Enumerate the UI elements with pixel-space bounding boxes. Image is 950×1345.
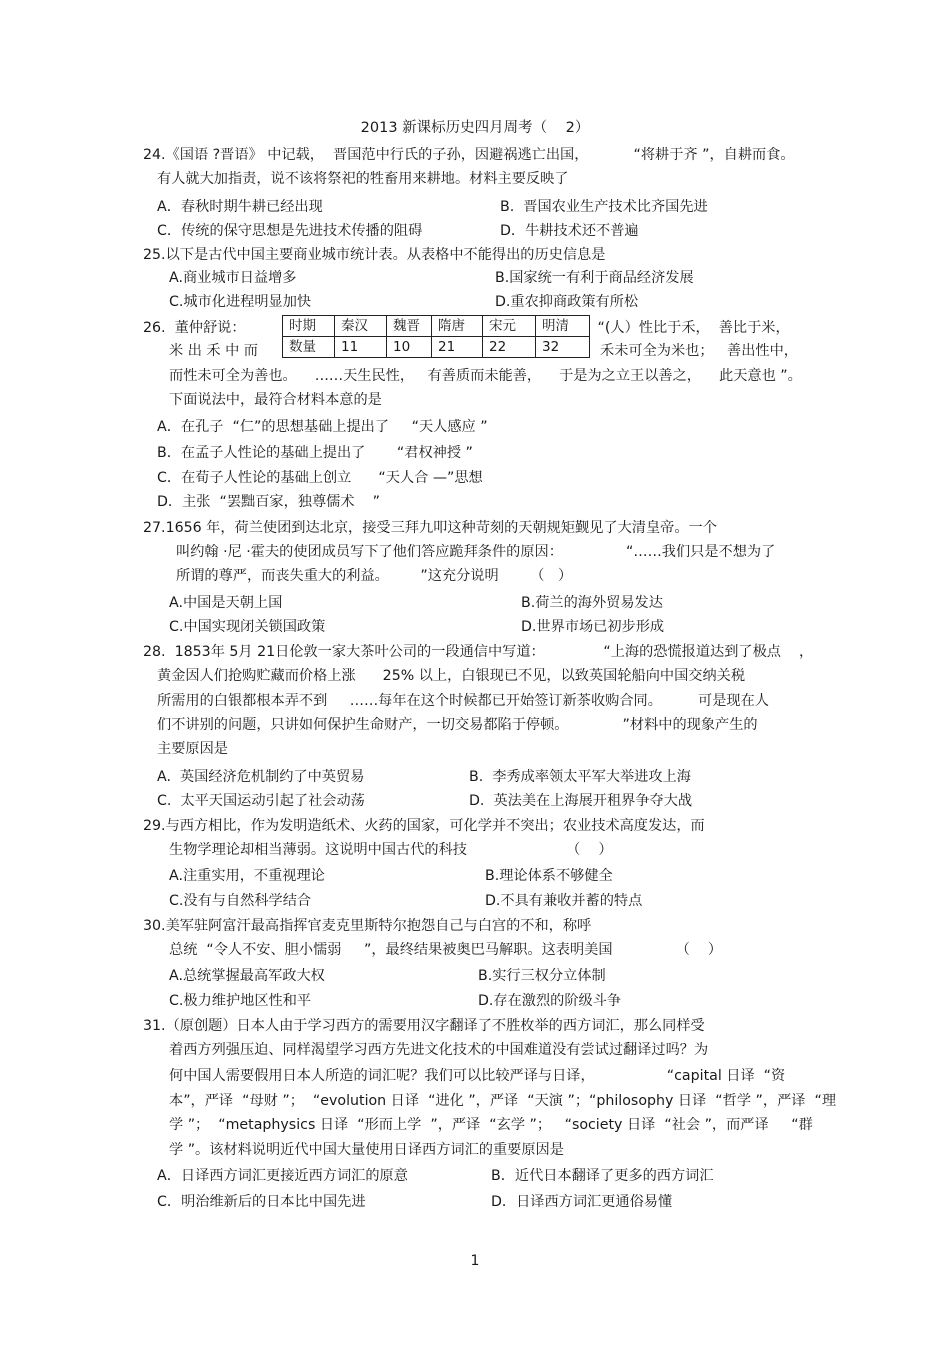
text-line: 28. 1853年 5月 21日伦敦一家大茶叶公司的一段通信中写道： “上海的恐慌报道达到了极点 ， [143, 644, 814, 660]
table-cell: 明清 [536, 316, 590, 337]
text-line: D.重农抑商政策有所松 [495, 294, 639, 310]
text-line: D．主张 “罢黜百家，独尊儒术 ” [157, 494, 380, 510]
text-line: A. 英国经济危机制约了中英贸易 [157, 769, 365, 785]
text-line: 29.与西方相比，作为发明造纸术、火药的国家，可化学并不突出；农业技术高度发达，而 [143, 818, 705, 834]
table-row [283, 337, 590, 358]
text-line: 26. 董仲舒说： [143, 320, 246, 336]
text-line: C. 太平天国运动引起了社会动荡 [157, 793, 365, 809]
text-line: B．在孟子人性论的基础上提出了 “君权神授 ” [157, 445, 473, 461]
text-line: C．在荀子人性论的基础上创立 “天人合 —”思想 [157, 470, 483, 486]
text-line: C.没有与自然科学结合 [169, 893, 312, 909]
text-line: C．明治维新后的日本比中国先进 [157, 1194, 366, 1210]
table-cell: 宋元 [483, 316, 536, 337]
text-line: C.中国实现闭关锁国政策 [169, 619, 326, 635]
table-cell: 32 [536, 337, 590, 358]
table-cell: 隋唐 [432, 316, 483, 337]
table-header-row [283, 316, 590, 337]
city-statistics-table [282, 315, 590, 358]
table-cell: 11 [335, 337, 387, 358]
text-line: B．近代日本翻译了更多的西方词汇 [491, 1168, 714, 1184]
text-line: 有人就大加指责，说不该将祭祀的牲畜用来耕地。材料主要反映了 [157, 171, 569, 187]
text-line: 25.以下是古代中国主要商业城市统计表。从表格中不能得出的历史信息是 [143, 247, 606, 263]
text-line: A．日译西方词汇更接近西方词汇的原意 [157, 1168, 408, 1184]
text-line: 27.1656 年，荷兰使团到达北京，接受三拜九叩这种苛刻的天朝规矩觐见了大清皇帝。一个 [143, 520, 717, 536]
text-line: B.国家统一有利于商品经济发展 [495, 270, 694, 286]
text-line: B. 李秀成率领太平军大举进攻上海 [469, 769, 691, 785]
text-line: D．日译西方词汇更通俗易懂 [491, 1194, 673, 1210]
text-line: 而性未可全为善也。 ……天生民性， 有善质而未能善， 于是为之立王以善之， 此天意也 ”。 [169, 368, 802, 384]
page-number: 1 [470, 1253, 480, 1269]
text-line: B.理论体系不够健全 [485, 868, 613, 884]
text-line: 本”，严译 “母财 ”； “evolution 日译 “进化 ”，严译 “天演 ”；“philosophy 日译 “哲学 ”，严译 “理 [169, 1093, 837, 1109]
text-line: A．在孔子 “仁”的思想基础上提出了 “天人感应 ” [157, 419, 488, 435]
text-line: 生物学理论却相当薄弱。这说明中国古代的科技 （ ） [169, 842, 613, 858]
text-line: B.实行三权分立体制 [478, 968, 606, 984]
table-cell: 数量 [283, 337, 335, 358]
table-cell: 22 [483, 337, 536, 358]
text-line: C．传统的保守思想是先进技术传播的阻碍 [157, 223, 423, 239]
text-line: D.世界市场已初步形成 [521, 619, 665, 635]
text-line: 着西方列强压迫、同样渴望学习西方先进文化技术的中国难道没有尝试过翻译过吗？为 [169, 1042, 709, 1058]
text-line: 所谓的尊严，而丧失重大的利益。 ”这充分说明 （ ） [176, 568, 573, 584]
text-line: 们不讲别的问题，只讲如何保护生命财产，一切交易都陷于停顿。 ”材料中的现象产生的 [157, 717, 758, 733]
text-line: 31.（原创题）日本人由于学习西方的需要用汉字翻译了不胜枚举的西方词汇，那么同样受 [143, 1018, 705, 1034]
text-line: D.不具有兼收并蓄的特点 [485, 893, 643, 909]
text-line: 叫约翰 ·尼 ·霍夫的使团成员写下了他们答应跪拜条件的原因： “……我们只是不想为了 [176, 544, 776, 560]
text-line: “(人）性比于禾， 善比于米， [593, 320, 790, 336]
text-line: A.注重实用，不重视理论 [169, 868, 325, 884]
text-line: 学 ”； “metaphysics 日译 “形而上学 ”，严译 “玄学 ”； “society 日译 “社会 ”，而严译 “群 [169, 1117, 813, 1133]
text-line: 何中国人需要假用日本人所造的词汇呢？我们可以比较严译与日译， “capital 日译 “资 [169, 1068, 786, 1084]
text-line: A．春秋时期牛耕已经出现 [157, 199, 323, 215]
text-line: 下面说法中，最符合材料本意的是 [169, 392, 382, 408]
page-title: 2013 新课标历史四月周考（ 2） [360, 120, 590, 136]
text-line: 24.《国语 ?晋语》 中记载， 晋国范中行氏的子孙，因避祸逃亡出国， “将耕于齐 ”，自耕而食。 [143, 147, 795, 163]
text-line: 米 出 禾 中 而 [169, 343, 258, 359]
text-line: 总统 “令人不安、胆小懦弱 ”，最终结果被奥巴马解职。这表明美国 （ ） [169, 942, 723, 958]
text-line: A.总统掌握最高军政大权 [169, 968, 325, 984]
table-cell: 时期 [283, 316, 335, 337]
text-line: 学 ”。该材料说明近代中国大量使用日译西方词汇的重要原因是 [169, 1142, 564, 1158]
text-line: D. 英法美在上海展开租界争夺大战 [469, 793, 693, 809]
text-line: D.存在激烈的阶级斗争 [478, 993, 622, 1009]
table-cell: 21 [432, 337, 483, 358]
text-line: B.荷兰的海外贸易发达 [521, 595, 663, 611]
text-line: B. 晋国农业生产技术比齐国先进 [500, 199, 708, 215]
table-cell: 魏晋 [387, 316, 432, 337]
text-line: A.中国是天朝上国 [169, 595, 283, 611]
text-line: C.极力维护地区性和平 [169, 993, 312, 1009]
text-line: 禾未可全为米也； 善出性中， [600, 343, 798, 359]
text-line: A.商业城市日益增多 [169, 270, 297, 286]
text-line: 黄金因人们抢购贮藏而价格上涨 25% 以上，白银现已不见，以致英国轮船向中国交纳关税 [157, 668, 746, 684]
text-line: 所需用的白银都根本弄不到 ……每年在这个时候都已开始签订新茶收购合同。 可是现在人 [157, 693, 769, 709]
text-line: 主要原因是 [157, 741, 228, 757]
text-line: D．牛耕技术还不普遍 [500, 223, 639, 239]
text-line: 30.美军驻阿富汗最高指挥官麦克里斯特尔抱怨自己与白宫的不和，称呼 [143, 918, 592, 934]
text-line: C.城市化进程明显加快 [169, 294, 312, 310]
table-cell: 秦汉 [335, 316, 387, 337]
table-cell: 10 [387, 337, 432, 358]
